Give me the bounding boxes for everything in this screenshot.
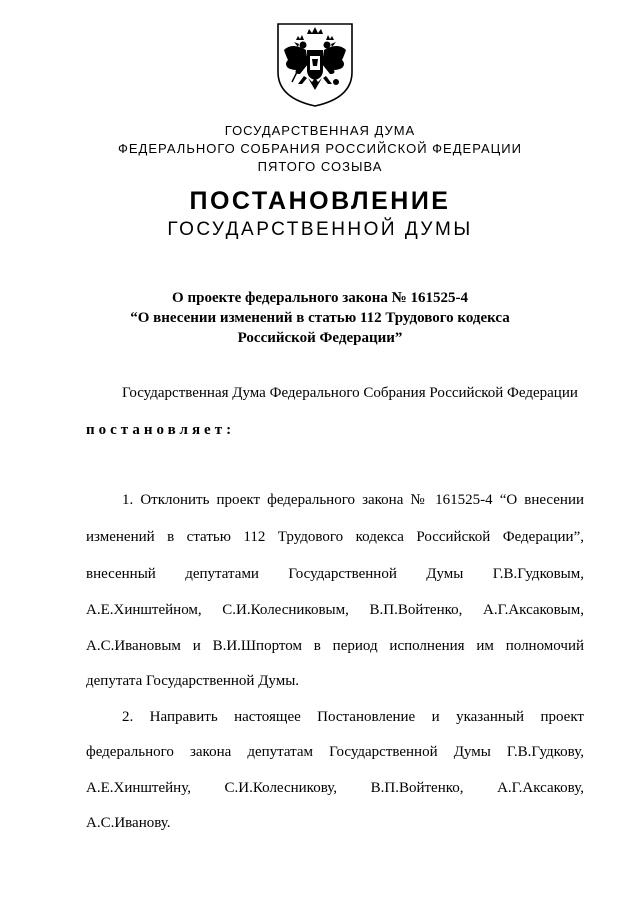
paragraph-1-line-6: депутата Государственной Думы. [86,673,300,689]
header-line-1: ГОСУДАРСТВЕННАЯ ДУМА [224,123,416,138]
document-subtitle: ГОСУДАРСТВЕННОЙ ДУМЫ [167,219,473,240]
subject-line-1: О проекте федерального закона № 161525-4 [172,290,468,306]
header-line-3: ПЯТОГО СОЗЫВА [257,159,383,174]
header-line-2: ФЕДЕРАЛЬНОГО СОБРАНИЯ РОССИЙСКОЙ ФЕДЕРАЦИИ [118,141,522,156]
document-title: ПОСТАНОВЛЕНИЕ [189,187,451,215]
resolves-word: постановляет: [86,422,236,438]
paragraph-1-line-2: изменений в статью 112 Трудового кодекса Российской Федерации”, [86,529,584,545]
paragraph-2-line-4: А.С.Иванову. [86,815,171,831]
coat-of-arms-icon [274,20,356,108]
subject-line-2: “О внесении изменений в статью 112 Трудового кодекса [130,310,510,326]
subject-line-3: Российской Федерации” [237,330,403,346]
paragraph-1-line-5: А.С.Ивановым и В.И.Шпортом в период исполнения им полномочий [86,638,584,654]
paragraph-1-line-4: А.Е.Хинштейном, С.И.Колесниковым, В.П.Войтенко, А.Г.Аксаковым, [86,602,584,618]
paragraph-2-line-2: федерального закона депутатам Государственной Думы Г.В.Гудкову, [86,744,584,760]
paragraph-2-line-3: А.Е.Хинштейну, С.И.Колесникову, В.П.Войтенко, А.Г.Аксакову, [86,780,584,796]
paragraph-1-line-3: внесенный депутатами Государственной Думы Г.В.Гудковым, [86,566,584,582]
paragraph-2-line-1: 2. Направить настоящее Постановление и указанный проект [122,709,584,725]
intro-text: Государственная Дума Федерального Собрания Российской Федерации [122,385,578,401]
paragraph-1-line-1: 1. Отклонить проект федерального закона № 161525-4 “О внесении [122,492,584,508]
